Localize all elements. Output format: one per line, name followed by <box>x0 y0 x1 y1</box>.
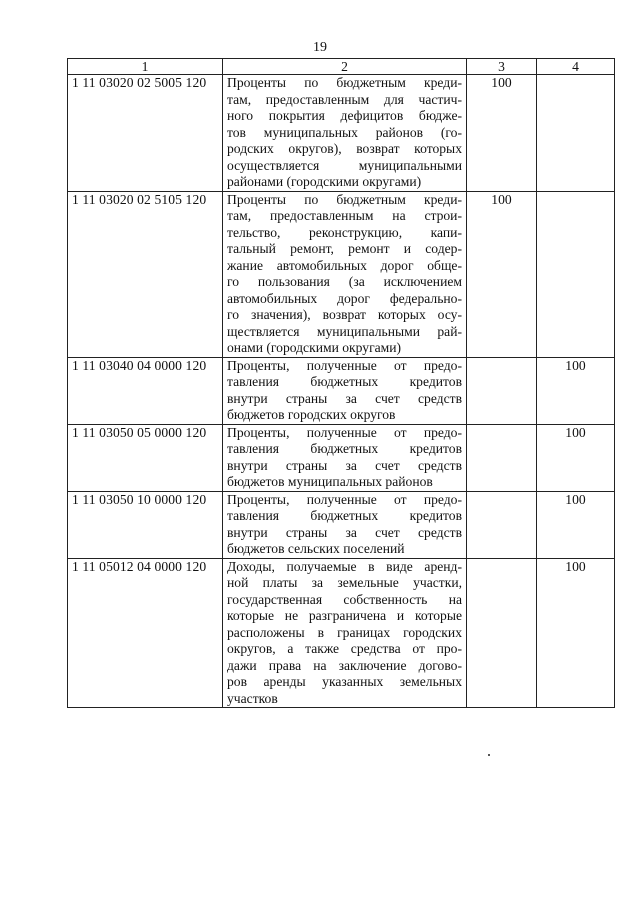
revenue-code-table <box>67 58 615 708</box>
description-line: бюджетов городских округов <box>227 407 396 422</box>
description-line: тавления бюджетных кредитов <box>227 374 462 389</box>
column-3-value <box>467 357 537 424</box>
column-3-value <box>467 558 537 708</box>
table-row <box>68 357 615 424</box>
description-cell <box>223 558 467 708</box>
column-4-value: 100 <box>537 357 615 424</box>
column-4-value: 100 <box>537 558 615 708</box>
description-line: тельство, реконструкцию, капи- <box>227 224 462 240</box>
revenue-code-cell: 1 11 03040 04 0000 120 <box>68 357 223 424</box>
description-cell <box>223 491 467 558</box>
revenue-code-cell: 1 11 03050 10 0000 120 <box>68 491 223 558</box>
column-4-value <box>537 75 615 192</box>
column-4-value: 100 <box>537 424 615 491</box>
column-header-1: 1 <box>68 59 223 75</box>
description-line: родских округов), возврат которых <box>227 141 462 156</box>
revenue-code-cell: 1 11 03050 05 0000 120 <box>68 424 223 491</box>
description-line: там, предоставленным для частич- <box>227 91 462 107</box>
table-row <box>68 191 615 357</box>
description-line: онами (городскими округами) <box>227 340 402 355</box>
table-row <box>68 491 615 558</box>
description-line: дажи права на заключение догово- <box>227 657 462 673</box>
description-line: тальный ремонт, ремонт и содер- <box>227 241 462 256</box>
description-line: внутри страны за счет средств <box>227 524 462 540</box>
description-cell <box>223 424 467 491</box>
description-line: автомобильных дорог федерально- <box>227 290 462 306</box>
description-line: тов муниципальных районов (го- <box>227 124 462 140</box>
description-line: Проценты, полученные от предо- <box>227 424 462 440</box>
description-line: округов, а также средства от про- <box>227 641 462 656</box>
description-line: ществляется муниципальными рай- <box>227 323 462 339</box>
column-4-value: 100 <box>537 491 615 558</box>
column-3-value <box>467 424 537 491</box>
description-line: участков <box>227 690 278 706</box>
description-line: жание автомобильных дорог обще- <box>227 257 462 273</box>
table-body <box>68 75 615 708</box>
column-3-value: 100 <box>467 191 537 357</box>
page-number: 19 <box>313 40 327 55</box>
description-line: ной платы за земельные участки, <box>227 575 462 590</box>
description-line: Проценты по бюджетным креди- <box>227 75 462 90</box>
description-line: ров аренды указанных земельных <box>227 674 462 689</box>
table-row <box>68 424 615 491</box>
description-line: Проценты, полученные от предо- <box>227 357 462 373</box>
revenue-code-cell: 1 11 03020 02 5105 120 <box>68 191 223 357</box>
table-header-row <box>68 59 615 75</box>
description-line: тавления бюджетных кредитов <box>227 441 462 456</box>
description-line: го значения), возврат которых осу- <box>227 307 462 322</box>
description-cell <box>223 75 467 192</box>
description-cell <box>223 191 467 357</box>
description-line: Проценты, полученные от предо- <box>227 491 462 507</box>
description-line: тавления бюджетных кредитов <box>227 508 462 523</box>
description-line: там, предоставленным на строи- <box>227 208 462 223</box>
column-3-value <box>467 491 537 558</box>
scan-speck <box>488 754 490 756</box>
description-line: внутри страны за счет средств <box>227 457 462 473</box>
description-line: бюджетов муниципальных районов <box>227 474 433 489</box>
description-line: районами (городскими округами) <box>227 174 422 189</box>
revenue-code-cell: 1 11 03020 02 5005 120 <box>68 75 223 192</box>
column-header-3: 3 <box>467 59 537 75</box>
description-line: осуществляется муниципальными <box>227 157 462 173</box>
column-3-value: 100 <box>467 75 537 192</box>
description-cell <box>223 357 467 424</box>
description-line: го пользования (за исключением <box>227 274 462 289</box>
description-line: расположены в границах городских <box>227 624 462 640</box>
table-row <box>68 558 615 708</box>
column-header-4: 4 <box>537 59 615 75</box>
description-line: государственная собственность на <box>227 591 462 607</box>
description-line: Проценты по бюджетным креди- <box>227 191 462 207</box>
description-line: которые не разграничена и которые <box>227 608 462 623</box>
column-4-value <box>537 191 615 357</box>
description-line: ного покрытия дефицитов бюдже- <box>227 108 462 123</box>
description-line: внутри страны за счет средств <box>227 390 462 406</box>
description-line: бюджетов сельских поселений <box>227 541 405 556</box>
column-header-2: 2 <box>223 59 467 75</box>
table-row <box>68 75 615 192</box>
revenue-code-cell: 1 11 05012 04 0000 120 <box>68 558 223 708</box>
description-line: Доходы, получаемые в виде аренд- <box>227 558 462 574</box>
